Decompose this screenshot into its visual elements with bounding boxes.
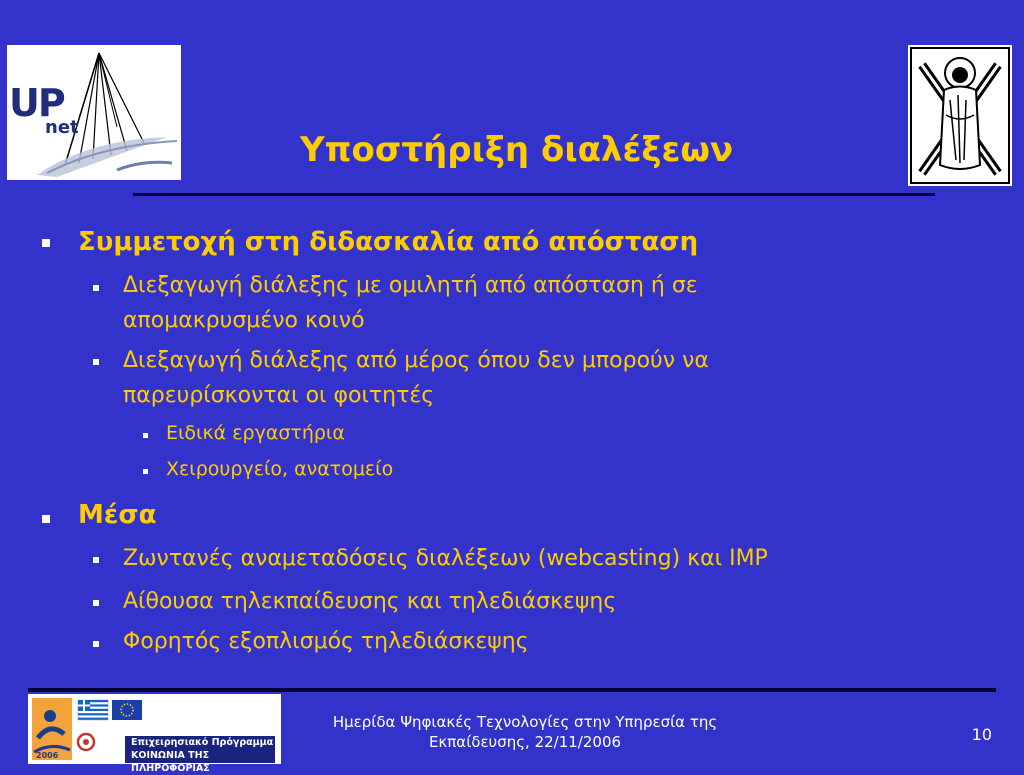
bullet-level2: [123, 343, 709, 413]
bullet-level2: [123, 268, 698, 338]
footer-divider: [28, 688, 996, 692]
footer-caption-line2: Εκπαίδευσης, 22/11/2006: [428, 733, 622, 751]
bullet-level1: Συμμετοχή στη διδασκαλία από απόσταση: [78, 227, 699, 257]
bullet-square-icon: [42, 515, 50, 523]
program-banner-line1: Επιχειρησιακό Πρόγραμμα: [131, 737, 274, 748]
bullet-level2-line: παρευρίσκονται οι φοιτητές: [123, 383, 435, 408]
program-banner-line2: ΚΟΙΝΩΝΙΑ ΤΗΣ ΠΛΗΡΟΦΟΡΙΑΣ: [131, 750, 210, 774]
bullet-square-icon: [93, 557, 99, 563]
footer-caption-line1: Ημερίδα Ψηφιακές Τεχνολογίες στην Υπηρεσία της: [332, 713, 718, 731]
bullet-square-icon: [42, 239, 50, 247]
slide-title: Υποστήριξη διαλέξεων: [300, 130, 734, 170]
bullet-level3: Ειδικά εργαστήρια: [166, 422, 345, 444]
page-number: 10: [971, 725, 992, 744]
information-society-logo: [28, 694, 281, 774]
upnet-net-text: net: [45, 117, 79, 138]
saint-seal-icon: [908, 45, 1012, 186]
university-seal-logo: [908, 45, 1012, 186]
bullet-level2: Ζωντανές αναμεταδόσεις διαλέξεων (webcasting) και IMP: [123, 546, 768, 571]
bullet-level2-line: απομακρυσμένο κοινό: [123, 308, 365, 333]
bullet-square-icon: [143, 433, 148, 438]
upnet-up-text: UP: [9, 81, 64, 125]
bullet-level2: Αίθουσα τηλεκπαίδευσης και τηλεδιάσκεψης: [123, 589, 617, 614]
logo-year-text: 2006: [36, 751, 59, 760]
bullet-level2: Φορητός εξοπλισμός τηλεδιάσκεψης: [123, 629, 529, 654]
bullet-level2-line: Διεξαγωγή διάλεξης με ομιλητή από απόσταση ή σε: [123, 273, 698, 298]
program-banner: [125, 736, 275, 774]
bullet-square-icon: [93, 285, 99, 291]
bullet-square-icon: [143, 469, 148, 474]
footer-caption: [290, 712, 760, 752]
bullet-level2-line: Διεξαγωγή διάλεξης από μέρος όπου δεν μπορούν να: [123, 348, 709, 373]
upnet-logo: [7, 45, 181, 180]
bullet-square-icon: [93, 359, 99, 365]
bullet-level1: Μέσα: [78, 500, 157, 530]
bullet-level3: Χειρουργείο, ανατομείο: [166, 458, 394, 480]
title-divider: [133, 193, 935, 196]
bullet-square-icon: [93, 600, 99, 606]
bullet-square-icon: [93, 641, 99, 647]
